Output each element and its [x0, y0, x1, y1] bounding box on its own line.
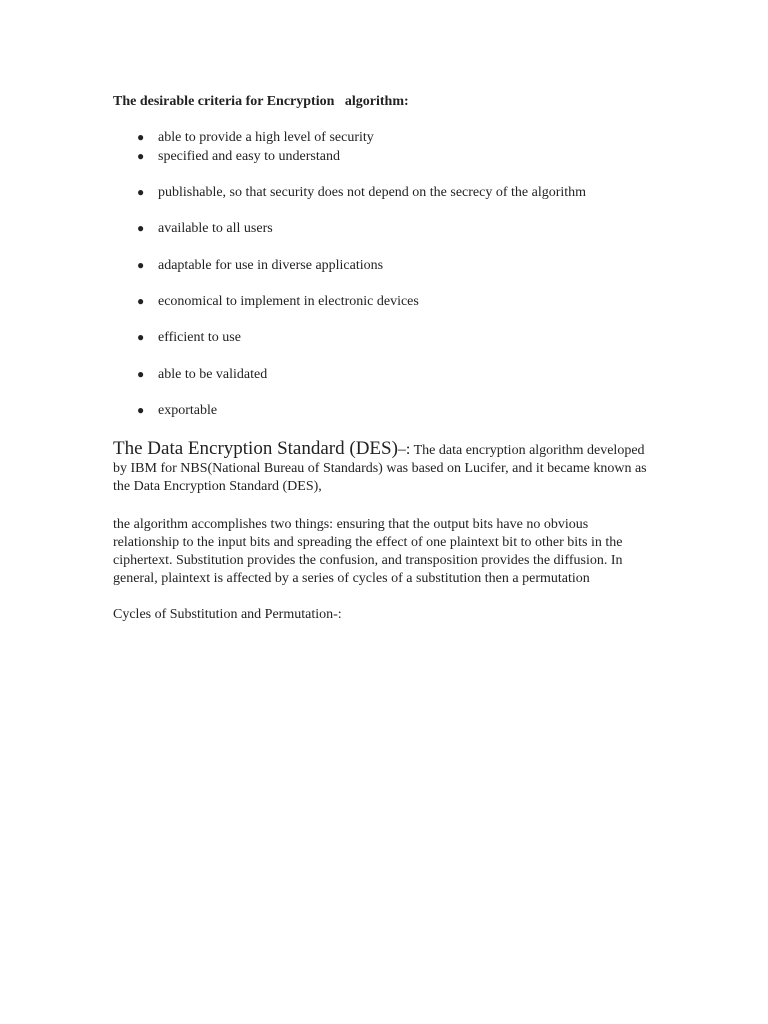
list-item-text: exportable: [158, 403, 218, 418]
list-item-text: able to provide a high level of security: [158, 130, 374, 145]
list-item: [137, 365, 267, 384]
list-item: [137, 401, 217, 420]
list-item: [137, 292, 419, 311]
list-item: [137, 128, 374, 147]
list-item: [137, 256, 383, 275]
des-intro-text: The data encryption algorithm developed by IBM for NBS(National Bureau of Standards) was based on Lucifer, and it became known as the Data Encryption Standard (DES),: [113, 443, 647, 494]
list-item-text: economical to implement in electronic devices: [158, 294, 419, 309]
list-item-text: publishable, so that security does not depend on the secrecy of the algorithm: [158, 185, 587, 200]
criteria-heading: The desirable criteria for Encryption algorithm:: [113, 94, 409, 109]
bullet-icon: ●: [137, 403, 145, 417]
bullet-icon: ●: [137, 258, 145, 272]
des-title: The Data Encryption Standard (DES): [113, 438, 398, 459]
bullet-icon: ●: [137, 221, 145, 235]
bullet-icon: ●: [137, 185, 145, 199]
list-item-text: available to all users: [158, 221, 273, 236]
des-title-separator: –:: [397, 441, 411, 458]
bullet-icon: ●: [137, 367, 145, 381]
cycles-caption: Cycles of Substitution and Permutation-:: [113, 607, 342, 622]
list-item: [137, 219, 273, 238]
list-item: [137, 183, 586, 202]
bullet-icon: ●: [137, 294, 145, 308]
bullet-icon: ●: [137, 130, 145, 144]
list-item-text: adaptable for use in diverse applications: [158, 258, 384, 273]
bullet-icon: ●: [137, 149, 145, 163]
list-item-text: specified and easy to understand: [158, 149, 340, 164]
list-item-text: able to be validated: [158, 367, 268, 382]
bullet-icon: ●: [137, 330, 145, 344]
des-body-paragraph: the algorithm accomplishes two things: ensuring that the output bits have no obvious relationship to the input bits and spreading the effect of one plaintext bit to other bits in the ciphertext. Substitution provides the confusion, and transposition provides the diffusion. In general, plaintext is affected by a series of cycles of a substitution then a permutation: [113, 517, 623, 586]
list-item: [137, 147, 340, 166]
list-item: [137, 328, 241, 347]
des-intro-paragraph: [113, 440, 653, 496]
list-item-text: efficient to use: [158, 330, 241, 345]
